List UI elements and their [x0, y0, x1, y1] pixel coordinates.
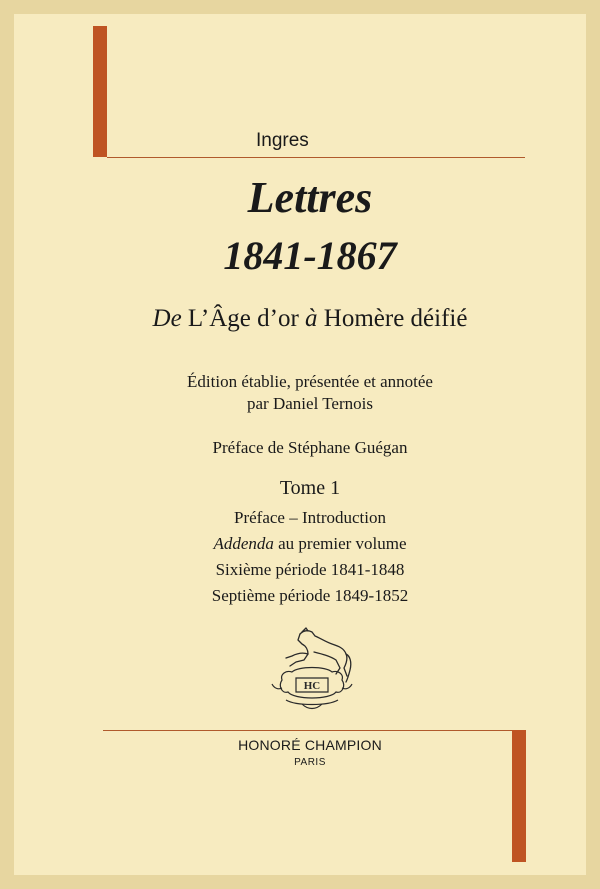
publisher-city: PARIS — [294, 757, 326, 768]
contents-item: Septième période 1849-1852 — [211, 586, 409, 605]
divider-top — [107, 157, 525, 158]
book-subtitle — [0, 306, 600, 331]
edition-credit — [0, 371, 600, 415]
edition-line-1: Édition établie, présentée et annotée — [187, 372, 433, 391]
volume-label: Tome 1 — [279, 477, 341, 499]
contents-item: Sixième période 1841-1848 — [215, 560, 405, 579]
contents-addenda: Addenda — [213, 534, 274, 553]
author-name: Ingres — [256, 130, 309, 151]
preface-credit: Préface de Stéphane Guégan — [212, 438, 408, 457]
book-years: 1841-1867 — [223, 233, 397, 278]
contents-addenda-rest: au premier volume — [273, 534, 407, 553]
contents-item: Préface – Introduction — [234, 508, 386, 527]
accent-bar-bottom — [512, 730, 526, 862]
subtitle-age-dor: L’Âge d’or — [181, 305, 306, 332]
edition-line-2: par Daniel Ternois — [247, 394, 373, 413]
subtitle-a: à — [305, 305, 318, 332]
contents-list — [0, 505, 600, 609]
subtitle-homere: Homère déifié — [317, 305, 468, 332]
divider-bottom — [103, 730, 512, 731]
publisher-name: HONORÉ CHAMPION — [238, 737, 382, 753]
publisher-horse-emblem — [262, 622, 362, 714]
contents-item — [0, 531, 600, 557]
book-title: Lettres — [247, 173, 373, 222]
emblem-monogram: HC — [303, 680, 321, 692]
subtitle-de: De — [152, 305, 182, 332]
accent-bar-top — [93, 26, 107, 157]
